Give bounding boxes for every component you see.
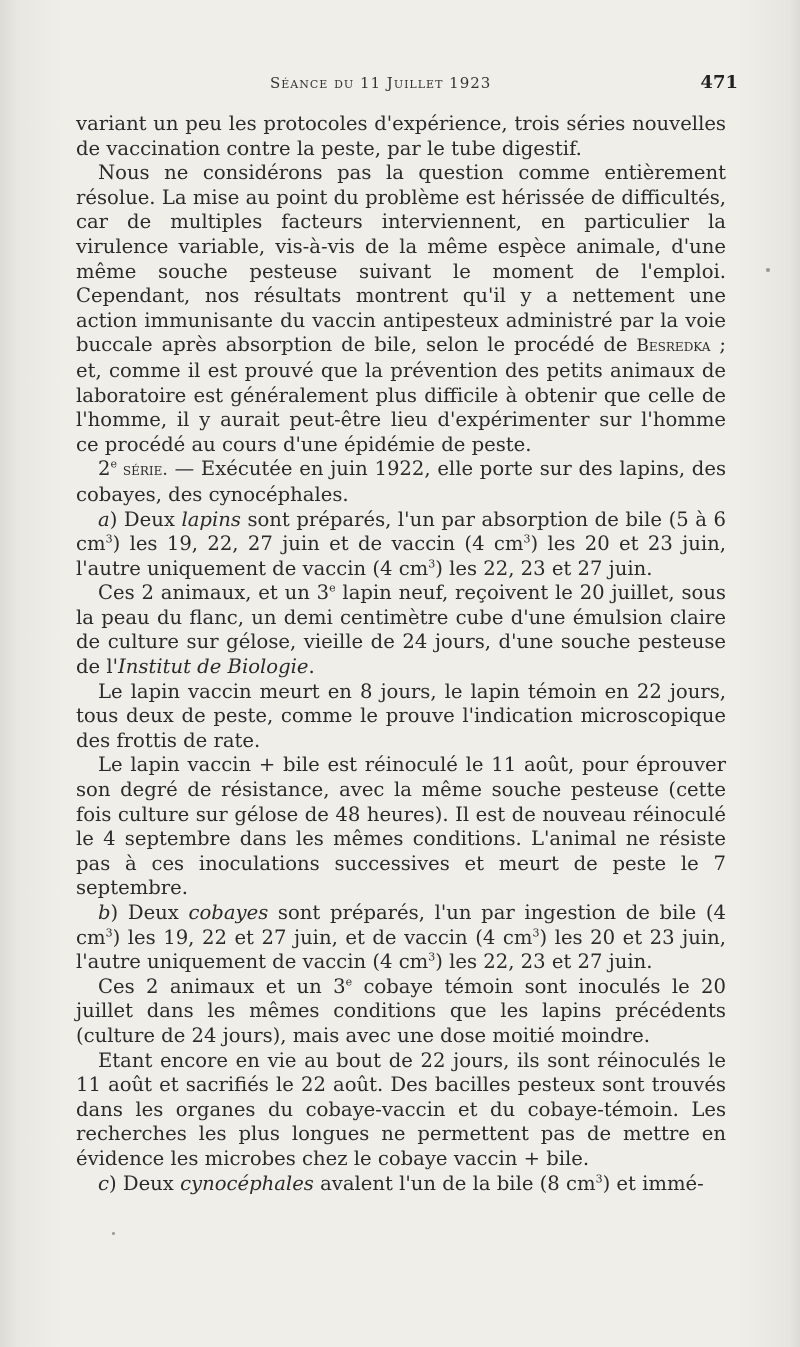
text-segment: ) les 19, 22, 27 juin et de vaccin (4 cm	[112, 532, 524, 556]
text-segment: ) Deux	[109, 507, 182, 531]
text-segment: 3	[105, 926, 113, 940]
text-segment: 2	[98, 457, 111, 481]
text-segment: e	[110, 457, 117, 471]
text-segment: Nous ne considérons pas la question comme entièrement résolue. La mise au point du problème est hérissée de difficultés, car de multiples facteurs interviennent, en particulier la virulence variable, vis-à-vis de la même espèce animale, d'une même souche pesteuse suivant le moment de l'emploi. Cependant, nos résultats montrent qu'il y a nettement une action immunisante du vaccin antipesteux administré par la voie buccale après absorption de bile, selon le procédé de	[76, 161, 726, 357]
text-segment: série.	[116, 460, 168, 481]
text-segment: ) les 20 et 23 juin, l'autre uniquement de vaccin (4 cm	[76, 925, 726, 974]
page-header	[0, 70, 800, 100]
text-segment: ) Deux	[110, 901, 189, 924]
paragraph-p8	[76, 901, 726, 975]
paragraph-p11	[76, 1172, 726, 1197]
text-segment: a	[98, 507, 110, 531]
text-segment: cynocéphales	[180, 1171, 314, 1195]
text-segment: Le lapin vaccin meurt en 8 jours, le lapin témoin en 22 jours, tous deux de peste, comme le prouve l'indication microscopique des frottis de rate.	[76, 679, 726, 752]
text-segment: variant un peu les protocoles d'expérience, trois séries nouvelles de vaccination contre la peste, par le tube digestif.	[76, 112, 726, 160]
text-segment: sont préparés, l'un par ingestion de bile (4 cm	[76, 901, 727, 949]
paper-speck	[112, 1232, 115, 1235]
paragraph-p4	[76, 508, 726, 582]
paragraph-p1	[76, 112, 726, 161]
text-segment: ) les 19, 22 et 27 juin, et de vaccin (4 cm	[112, 925, 533, 949]
text-segment: Ces 2 animaux, et un 3	[98, 581, 330, 605]
text-segment: Le lapin vaccin + bile est réinoculé le 11 août, pour éprouver son degré de résistance, avec la même souche pesteuse (cette fois culture sur gélose de 48 heures). Il est de nouveau réinoculé le 4 septembre dans les mêmes conditions. L'animal ne résiste pas à ces inoculations successives et meurt de peste le 7 septembre.	[76, 753, 726, 900]
text-segment: b	[98, 901, 111, 924]
paper-speck	[766, 268, 770, 272]
text-segment: ) les 20 et 23 juin, l'autre uniquement de vaccin (4 cm	[76, 532, 726, 580]
text-segment: c	[98, 1171, 109, 1195]
paragraph-p2	[76, 161, 726, 457]
text-segment: 3	[532, 926, 540, 940]
text-segment: ) les 22, 23 et 27 juin.	[435, 556, 653, 580]
text-segment: ; et, comme il est prouvé que la prévention des petits animaux de laboratoire est généralement plus difficile à obtenir que celle de l'homme, il y aurait peut-être lieu d'expérimenter sur l'homme ce procédé au cours d'une épidémie de peste.	[76, 333, 726, 456]
paragraph-p7	[76, 753, 726, 901]
text-segment: ) Deux	[108, 1171, 181, 1195]
text-segment: cobaye témoin sont inoculés le 20 juillet dans les mêmes conditions que les lapins précédents (culture de 24 jours), mais avec une dose moitié moindre.	[76, 974, 726, 1047]
page-number: 471	[700, 72, 738, 93]
running-head: Séance du 11 Juillet 1923	[270, 74, 492, 92]
text-segment: ) et immé-	[602, 1171, 704, 1195]
paragraph-p6	[76, 680, 726, 754]
text-segment: e	[329, 581, 336, 595]
text-segment: .	[308, 655, 315, 679]
paragraph-p10	[76, 1049, 726, 1172]
paragraph-p3	[76, 457, 726, 507]
paragraph-p9	[76, 975, 726, 1049]
text-segment: Besredka	[636, 336, 711, 357]
text-segment: lapins	[181, 507, 241, 531]
text-segment: avalent l'un de la bile (8 cm	[313, 1171, 596, 1195]
text-segment: Ces 2 animaux et un 3	[98, 974, 346, 998]
text-segment: 3	[595, 1172, 603, 1185]
text-segment: Etant encore en vie au bout de 22 jours, ils sont réinoculés le 11 août et sacrifiés le 22 août. Des bacilles pesteux sont trouvés dans les organes du cobaye-vaccin et du cobaye-témoin. Les recherches les plus longues ne permettent pas de mettre en évidence les microbes chez le cobaye vaccin + bile.	[76, 1048, 726, 1170]
text-segment: cobayes	[188, 901, 269, 924]
text-segment: lapin neuf, reçoivent le 20 juillet, sous la peau du flanc, un demi centimètre cube d'une émulsion claire de culture sur gélose, vieille de 24 jours, d'une souche pesteuse de l'	[76, 581, 726, 679]
body-text	[76, 112, 726, 1196]
text-segment: 3	[105, 532, 113, 546]
text-segment: sont préparés, l'un par absorption de bile (5 à 6 cm	[76, 507, 726, 556]
text-segment: e	[345, 975, 353, 989]
text-segment: 3	[428, 557, 436, 571]
text-segment: 3	[428, 950, 436, 964]
text-segment: Institut de Biologie	[118, 655, 309, 679]
text-segment: ) les 22, 23 et 27 juin.	[435, 950, 653, 974]
text-segment: 3	[523, 532, 531, 546]
text-segment: — Exécutée en juin 1922, elle porte sur des lapins, des cobayes, des cynocéphales.	[76, 457, 726, 506]
paragraph-p5	[76, 581, 726, 679]
